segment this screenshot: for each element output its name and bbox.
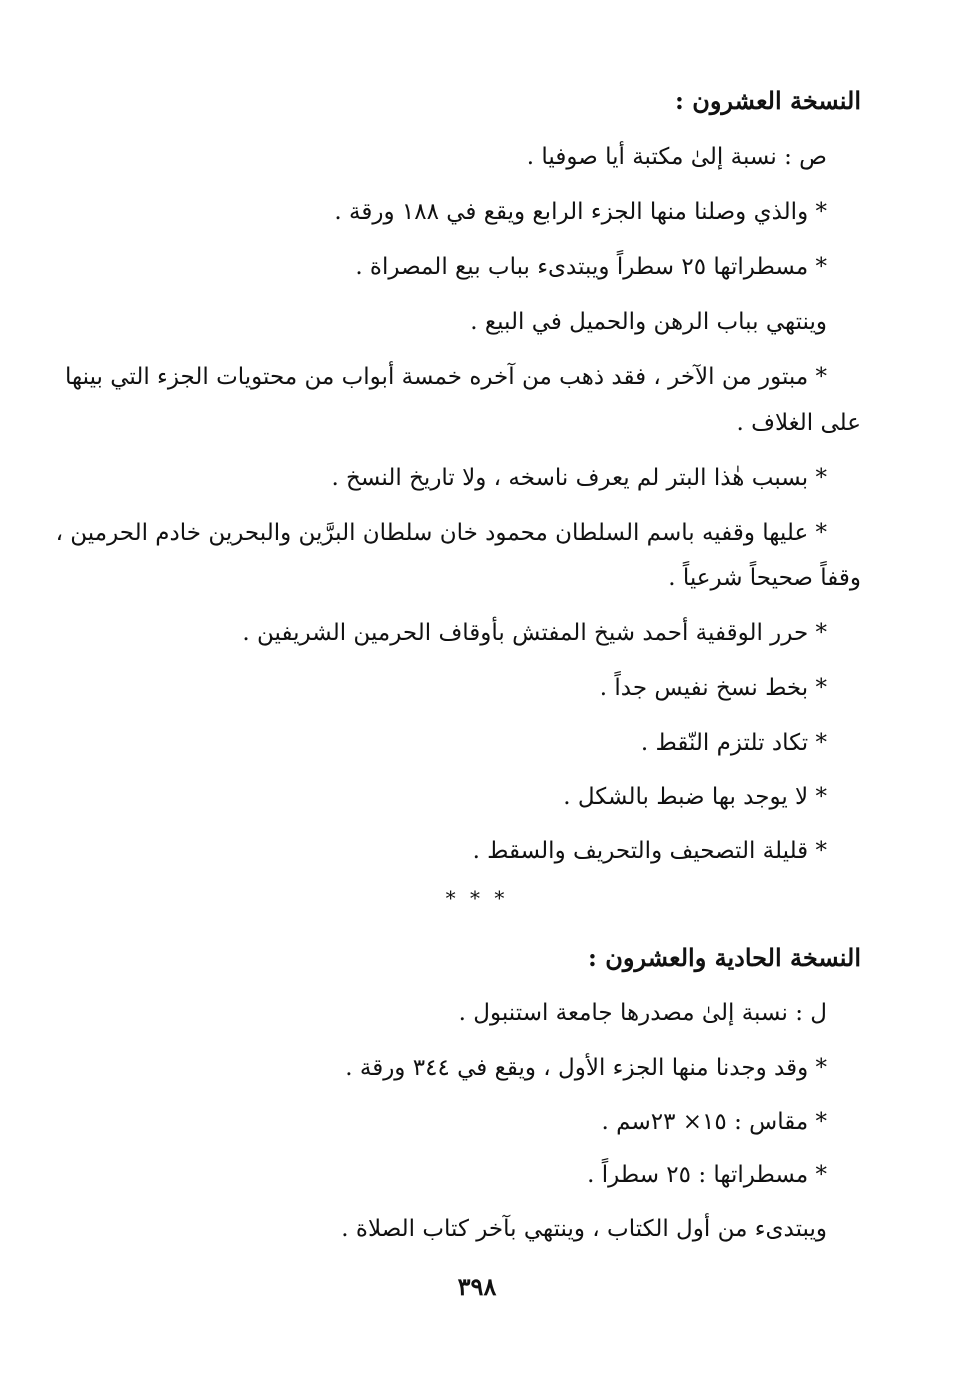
section2-heading: النسخة الحادية والعشرون :	[588, 943, 861, 972]
text-line: ص : نسبة إلىٰ مكتبة أيا صوفيا .	[526, 144, 827, 170]
section-separator: * * *	[445, 886, 509, 910]
text-line: * مسطراتها : ٢٥ سطراً .	[587, 1162, 827, 1188]
text-line: * تكاد تلتزم النّقط .	[640, 730, 827, 756]
section1-heading: النسخة العشرون :	[675, 86, 861, 115]
text-line: ل : نسبة إلىٰ مصدرها جامعة استنبول .	[458, 1000, 827, 1026]
text-line: ويبتدىء من أول الكتاب ، وينتهي بآخر كتاب الصلاة .	[341, 1216, 827, 1242]
text-line: وقفاً صحيحاً شرعياً .	[668, 565, 861, 591]
text-line: * بسبب هٰذا البتر لم يعرف ناسخه ، ولا تاريخ النسخ .	[331, 465, 827, 491]
text-line: * مسطراتها ٢٥ سطراً ويبتدىء بباب بيع المصراة .	[355, 254, 827, 280]
text-line: * وقد وجدنا منها الجزء الأول ، ويقع في ٣٤٤ ورقة .	[345, 1055, 827, 1081]
text-line: * قليلة التصحيف والتحريف والسقط .	[472, 838, 827, 864]
page-number: ٣٩٨	[457, 1272, 497, 1301]
text-line: على الغلاف .	[736, 410, 861, 436]
text-line: * بخط نسخ نفيس جداً .	[599, 675, 827, 701]
text-line: * مقاس : ١٥× ٢٣سم .	[601, 1109, 827, 1135]
text-line: وينتهي بباب الرهن والحميل في البيع .	[470, 309, 827, 335]
text-line: * لا يوجد بها ضبط بالشكل .	[563, 784, 827, 810]
text-line: * حرر الوقفية أحمد شيخ المفتش بأوقاف الحرمين الشريفين .	[242, 620, 827, 646]
text-line: * مبتور من الآخر ، فقد ذهب من آخره خمسة أبواب من محتويات الجزء التي بينها	[65, 364, 827, 390]
text-line: * والذي وصلنا منها الجزء الرابع ويقع في ١٨٨ ورقة .	[334, 199, 827, 225]
text-line: * عليها وقفيه باسم السلطان محمود خان سلطان البرَّين والبحرين خادم الحرمين ،	[55, 520, 827, 546]
